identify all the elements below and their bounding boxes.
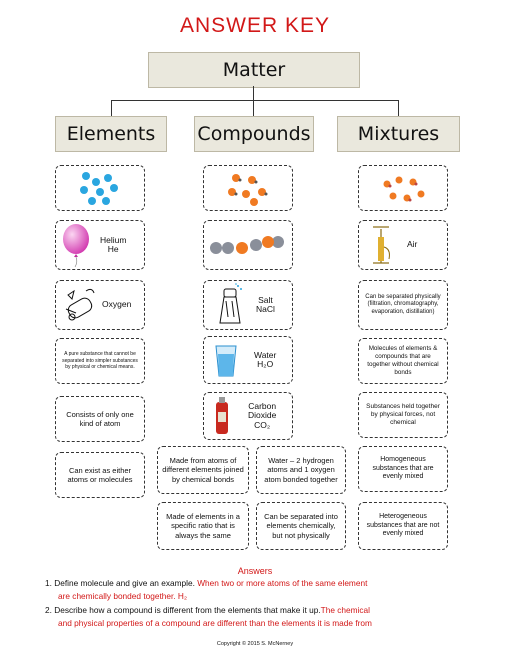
answer-1-part-2: are chemically bonded together. H₂ <box>58 591 188 601</box>
oxygen-tank-icon <box>62 285 98 325</box>
compound-molecules-icon <box>218 170 278 206</box>
oxygen-label: Oxygen <box>102 299 132 310</box>
elements-atoms-box <box>55 165 145 211</box>
mixtures-header-label: Mixtures <box>357 123 440 145</box>
held-together-text: Substances held together by physical forces, not chemical <box>366 402 440 427</box>
helium-box <box>55 220 145 270</box>
connector-right <box>398 100 399 116</box>
air-pump-icon <box>369 223 393 267</box>
elements-header <box>55 116 167 152</box>
co2-box <box>203 392 293 440</box>
exist-as-box <box>55 452 145 498</box>
answer-1-line-1 <box>45 577 505 590</box>
answer-2-part-2: and physical properties of a compound are different than the elements it is made from <box>58 618 372 628</box>
helium-label: Helium He <box>100 234 127 254</box>
homogeneous-box <box>358 446 448 492</box>
page-title: ANSWER KEY <box>179 14 331 37</box>
connector-horizontal <box>111 100 399 101</box>
compounds-molecules-box <box>203 165 293 211</box>
mixtures-header <box>337 116 460 152</box>
pure-substance-box <box>55 338 145 384</box>
mixtures-particles-box <box>358 165 448 211</box>
question-1: 1. Define molecule and give an example. <box>45 578 195 588</box>
separated-elements-text: Can be separated into elements chemically, but not physically <box>264 511 338 540</box>
separated-elements-box <box>256 502 346 550</box>
molecules-together-box <box>358 338 448 384</box>
mixture-particles-icon <box>373 170 433 206</box>
compounds-header-label: Compounds <box>197 123 311 145</box>
made-from-text: Made from atoms of different elements joined by chemical bonds <box>162 455 244 484</box>
answer-2-part-1: The chemical <box>320 605 370 615</box>
water-glass-icon <box>214 342 238 378</box>
homogeneous-text: Homogeneous substances that are evenly mixed <box>372 455 434 481</box>
water-bond-text: Water – 2 hydrogen atoms and 1 oxygen atom bonded together <box>264 455 338 484</box>
oxygen-box <box>55 280 145 330</box>
exist-as-text: Can exist as either atoms or molecules <box>67 465 133 484</box>
answer-1-part-1: When two or more atoms of the same element <box>197 578 368 588</box>
matter-header <box>148 52 360 88</box>
held-together-box <box>358 392 448 438</box>
water-bond-box <box>256 446 346 494</box>
molecule-chain-icon <box>208 230 288 260</box>
co2-label: Carbon Dioxide CO₂ <box>248 400 277 430</box>
heterogeneous-box <box>358 502 448 550</box>
made-from-box <box>157 446 249 494</box>
salt-label: Salt NaCl <box>256 294 275 314</box>
pure-substance-text: A pure substance that cannot be separated into simpler substances by physical or chemical means. <box>62 351 138 371</box>
connector-middle <box>253 100 254 116</box>
water-label: Water H₂O <box>254 349 277 369</box>
elements-header-label: Elements <box>66 123 156 145</box>
salt-shaker-icon <box>214 283 244 327</box>
blue-atoms-icon <box>70 170 130 206</box>
salt-box <box>203 280 293 330</box>
molecules-together-text: Molecules of elements & compounds that are together without chemical bonds <box>367 345 439 376</box>
answers-heading: Answers <box>237 566 273 576</box>
answer-2-line-1 <box>45 604 505 617</box>
one-kind-box <box>55 396 145 442</box>
made-of-ratio-box <box>157 502 249 550</box>
one-kind-text: Consists of only one kind of atom <box>66 409 134 428</box>
can-be-separated-box <box>358 280 448 330</box>
connector-left <box>111 100 112 116</box>
can-be-separated-text: Can be separated physically (filtration, chromatography, evaporation, distillation) <box>365 293 441 315</box>
matter-header-label: Matter <box>222 59 286 81</box>
compounds-header <box>194 116 314 152</box>
connector-vertical <box>253 86 254 100</box>
air-box <box>358 220 448 270</box>
air-label: Air <box>407 239 418 250</box>
made-of-ratio-text: Made of elements in a specific ratio that is always the same <box>166 511 240 540</box>
water-box <box>203 336 293 384</box>
copyright: Copyright © 2015 S. McNerney <box>216 641 294 647</box>
co2-canister-icon <box>214 396 230 436</box>
compound-chain-box <box>203 220 293 270</box>
balloon-icon <box>60 222 94 268</box>
question-2: 2. Describe how a compound is different from the elements that make it up. <box>45 605 321 615</box>
heterogeneous-text: Heterogeneous substances that are not evenly mixed <box>366 512 440 538</box>
